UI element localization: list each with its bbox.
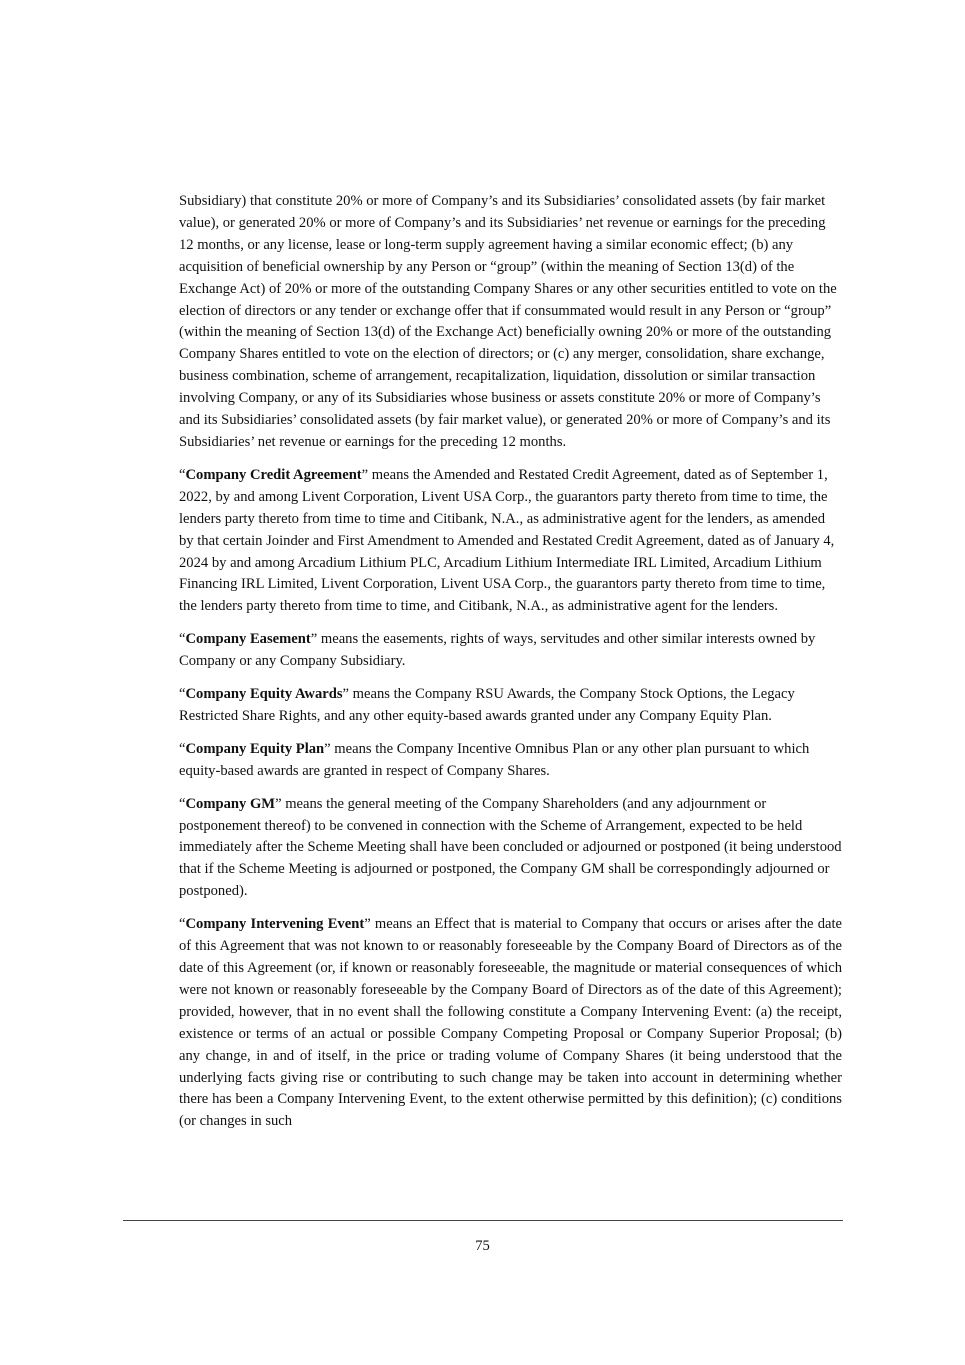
definition-company-intervening-event bbox=[179, 914, 842, 1133]
definition-company-equity-plan bbox=[179, 739, 842, 783]
open-quote: “ bbox=[179, 686, 186, 703]
definition-text: ” means the easements, rights of ways, servitudes and other similar interests owned by Company or any Company Subsidiary. bbox=[179, 631, 816, 670]
open-quote: “ bbox=[179, 631, 186, 648]
open-quote: “ bbox=[179, 795, 186, 812]
paragraph-continued bbox=[179, 191, 842, 454]
page-number: 75 bbox=[475, 1238, 490, 1254]
defined-term: Company Credit Agreement bbox=[185, 466, 362, 483]
definition-text: ” means the Amended and Restated Credit Agreement, dated as of September 1, 2022, by and among Livent Corporation, Livent USA Corp., the guarantors party thereto from time to time, the lenders party thereto from time to time and Citibank, N.A., as administrative agent for the lenders, as amended by that certain Joinder and First Amendment to Amended and Restated Credit Agreement, dated as of January 4, 2024 by and among Arcadium Lithium PLC, Arcadium Lithium Intermediate IRL Limited, Arcadium Lithium Financing IRL Limited, Livent Corporation, Livent USA Corp., the guarantors party thereto from time to time, the lenders party thereto from time to time, and Citibank, N.A., as administrative agent for the lenders. bbox=[179, 466, 835, 615]
open-quote: “ bbox=[179, 740, 186, 757]
paragraph-text: Subsidiary) that constitute 20% or more of Company’s and its Subsidiaries’ consolidated assets (by fair market value), or generated 20% or more of Company’s and its Subsidiaries’ net revenue or earnings for the preceding 12 months, or any license, lease or long-term supply agreement having a similar economic effect; (b) any acquisition of beneficial ownership by any Person or “group” (within the meaning of Section 13(d) of the Exchange Act) of 20% or more of the outstanding Company Shares or any other securities entitled to vote on the election of directors or any tender or exchange offer that if consummated would result in any Person or “group” (within the meaning of Section 13(d) of the Exchange Act) beneficially owning 20% or more of the outstanding Company Shares entitled to vote on the election of directors; or (c) any merger, consolidation, share exchange, business combination, scheme of arrangement, recapitalization, liquidation, dissolution or similar transaction involving Company, or any of its Subsidiaries whose business or assets constitute 20% or more of Company’s and its Subsidiaries’ consolidated assets (by fair market value), or generated 20% or more of Company’s and its Subsidiaries’ net revenue or earnings for the preceding 12 months. bbox=[179, 193, 837, 450]
definition-text: ” means an Effect that is material to Company that occurs or arises after the date of this Agreement that was not known to or reasonably foreseeable by the Company Board of Directors as of the date of this Agreement (or, if known or reasonably foreseeable, the magnitude or material consequences of which were not known or reasonably foreseeable by the Company Board of Directors as of the date of this Agreement); provided, however, that in no event shall the following constitute a Company Intervening Event: (a) the receipt, existence or terms of an actual or possible Company Competing Proposal or Company Superior Proposal; (b) any change, in and of itself, in the price or trading volume of Company Shares (it being understood that the underlying facts giving rise or contributing to such change may be taken into account in determining whether there has been a Company Intervening Event, to the extent otherwise permitted by this definition); (c) conditions (or changes in such bbox=[179, 916, 842, 1130]
open-quote: “ bbox=[179, 466, 186, 483]
definition-company-credit-agreement bbox=[179, 465, 842, 618]
definition-company-easement bbox=[179, 629, 842, 673]
defined-term: Company Equity Plan bbox=[185, 740, 325, 757]
open-quote: “ bbox=[179, 916, 186, 933]
defined-term: Company Equity Awards bbox=[185, 686, 343, 703]
definition-text: ” means the Company Incentive Omnibus Plan or any other plan pursuant to which equity-based awards are granted in respect of Company Shares. bbox=[179, 740, 810, 779]
footer-divider bbox=[123, 1220, 843, 1221]
defined-term: Company Easement bbox=[185, 631, 311, 648]
defined-term: Company GM bbox=[185, 795, 276, 812]
defined-term: Company Intervening Event bbox=[185, 916, 365, 933]
definition-text: ” means the general meeting of the Company Shareholders (and any adjournment or postponement thereof) to be convened in connection with the Scheme of Arrangement, expected to be held immediately after the Scheme Meeting shall have been concluded or adjourned or postponed (it being understood that if the Scheme Meeting is adjourned or postponed, the Company GM shall be correspondingly adjourned or postponed). bbox=[179, 795, 842, 900]
definition-company-equity-awards bbox=[179, 684, 842, 728]
definition-text: ” means the Company RSU Awards, the Company Stock Options, the Legacy Restricted Share Rights, and any other equity-based awards granted under any Company Equity Plan. bbox=[179, 686, 795, 724]
document-body bbox=[179, 191, 842, 1144]
definition-company-gm bbox=[179, 794, 842, 904]
